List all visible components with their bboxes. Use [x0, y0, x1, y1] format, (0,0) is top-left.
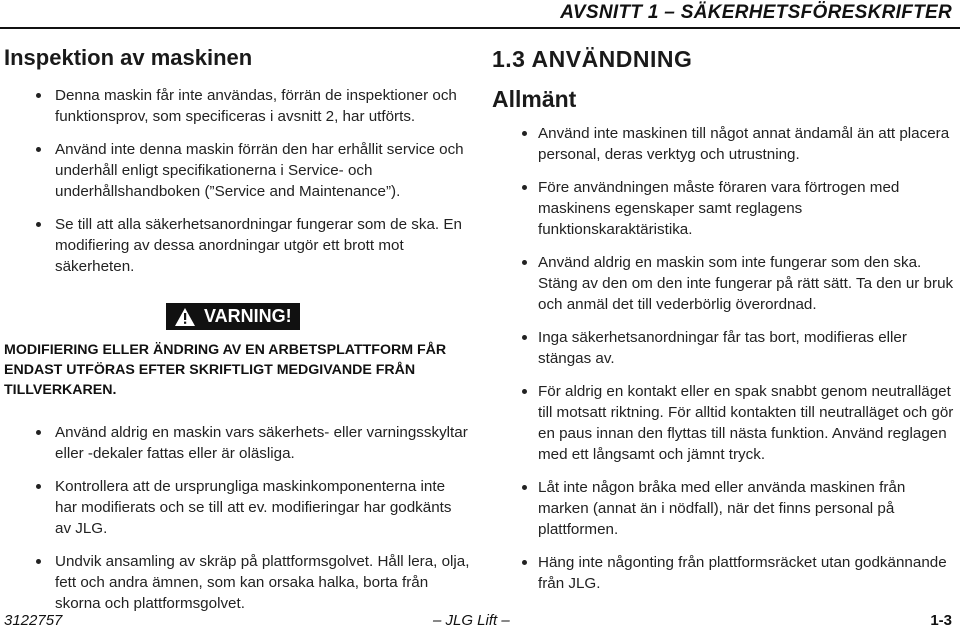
bullet-icon [36, 222, 41, 227]
inspection-list-bottom [4, 422, 470, 614]
list-item-text: Låt inte någon bråka med eller använda maskinen från marken (annat än i nödfall), när det finns personal på plattformen. [538, 479, 906, 538]
bullet-icon [522, 389, 527, 394]
left-column [4, 45, 470, 626]
bullet-icon [36, 147, 41, 152]
list-item [484, 381, 956, 465]
list-item [484, 552, 956, 594]
warning-triangle-icon [174, 307, 196, 327]
warning-text: MODIFIERING ELLER ÄNDRING AV EN ARBETSPLATTFORM FÅR ENDAST UTFÖRAS EFTER SKRIFTLIGT MEDGIVANDE FRÅN TILLVERKAREN. [4, 341, 447, 398]
list-item-text: Se till att alla säkerhetsanordningar fungerar som de ska. En modifiering av dessa anordningar utgör ett brott mot säkerheten. [55, 216, 462, 275]
list-item [0, 139, 470, 202]
list-item [484, 327, 956, 369]
bullet-icon [522, 560, 527, 565]
list-item-text: Denna maskin får inte användas, förrän de inspektioner och funktionsprov, som specificeras i avsnitt 2, har utförts. [55, 87, 457, 125]
header-rule [0, 27, 960, 29]
list-item [484, 252, 956, 315]
bullet-icon [522, 485, 527, 490]
list-item [484, 177, 956, 240]
list-item-text: Kontrollera att de ursprungliga maskinkomponenterna inte har modifierats och se till att ev. modifieringar har godkänts av JLG. [55, 477, 452, 537]
bullet-icon [36, 484, 41, 489]
list-item-text: Före användningen måste föraren vara förtrogen med maskinens egenskaper samt reglagens funktionskaraktäristika. [538, 179, 900, 238]
warning-label: VARNING! [204, 306, 292, 326]
warning-badge [166, 303, 300, 330]
section-heading: 1.3 ANVÄNDNING [492, 46, 693, 72]
list-item [484, 123, 956, 165]
bullet-icon [522, 185, 527, 190]
list-item [0, 85, 470, 127]
bullet-icon [36, 559, 41, 564]
general-subheading: Allmänt [492, 86, 577, 112]
list-item [0, 476, 470, 539]
doc-number: 3122757 [4, 612, 63, 629]
bullet-icon [522, 335, 527, 340]
bullet-icon [36, 430, 41, 435]
right-column [492, 45, 956, 606]
list-item-text: Använd inte maskinen till något annat ändamål än att placera personal, deras verktyg och utrustning. [538, 125, 950, 163]
list-item-text: Använd inte denna maskin förrän den har erhållit service och underhåll enligt specifikationerna i Service- och underhållshandboken (”Service and Maintenance”). [55, 141, 464, 200]
bullet-icon [36, 93, 41, 98]
list-item-text: Använd aldrig en maskin som inte fungerar som den ska. Stäng av den om den inte fungerar på rätt sätt. Ta den ur bruk och anmäl det till vederbörlig överordnad. [538, 254, 954, 313]
page-number: 1-3 [930, 612, 952, 629]
footer-brand: – JLG Lift – [433, 612, 510, 629]
list-item [0, 422, 470, 464]
list-item-text: Inga säkerhetsanordningar får tas bort, modifieras eller stängas av. [538, 329, 907, 367]
usage-list [492, 123, 956, 594]
bullet-icon [522, 131, 527, 136]
list-item-text: Häng inte någonting från plattformsräcket utan godkännande från JLG. [538, 554, 947, 592]
list-item [484, 477, 956, 540]
bullet-icon [522, 260, 527, 265]
section-header: AVSNITT 1 – SÄKERHETSFÖRESKRIFTER [560, 2, 952, 23]
list-item-text: Använd aldrig en maskin vars säkerhets- eller varningsskyltar eller -dekaler fattas eller är oläsliga. [55, 423, 468, 462]
list-item [0, 214, 470, 277]
inspection-heading: Inspektion av maskinen [4, 45, 253, 70]
list-item [0, 551, 470, 614]
inspection-list-top [4, 85, 470, 277]
list-item-text: Undvik ansamling av skräp på plattformsgolvet. Håll lera, olja, fett och andra ämnen, som kan orsaka halka, borta från skorna och plattformsgolvet. [55, 552, 470, 612]
list-item-text: För aldrig en kontakt eller en spak snabbt genom neutralläget till motsatt riktning. För alltid kontakten till neutralläget och gör en paus innan den flyttas till nästa funktion. Använd reglagen med ett långsamt och jämnt tryck. [538, 383, 954, 463]
